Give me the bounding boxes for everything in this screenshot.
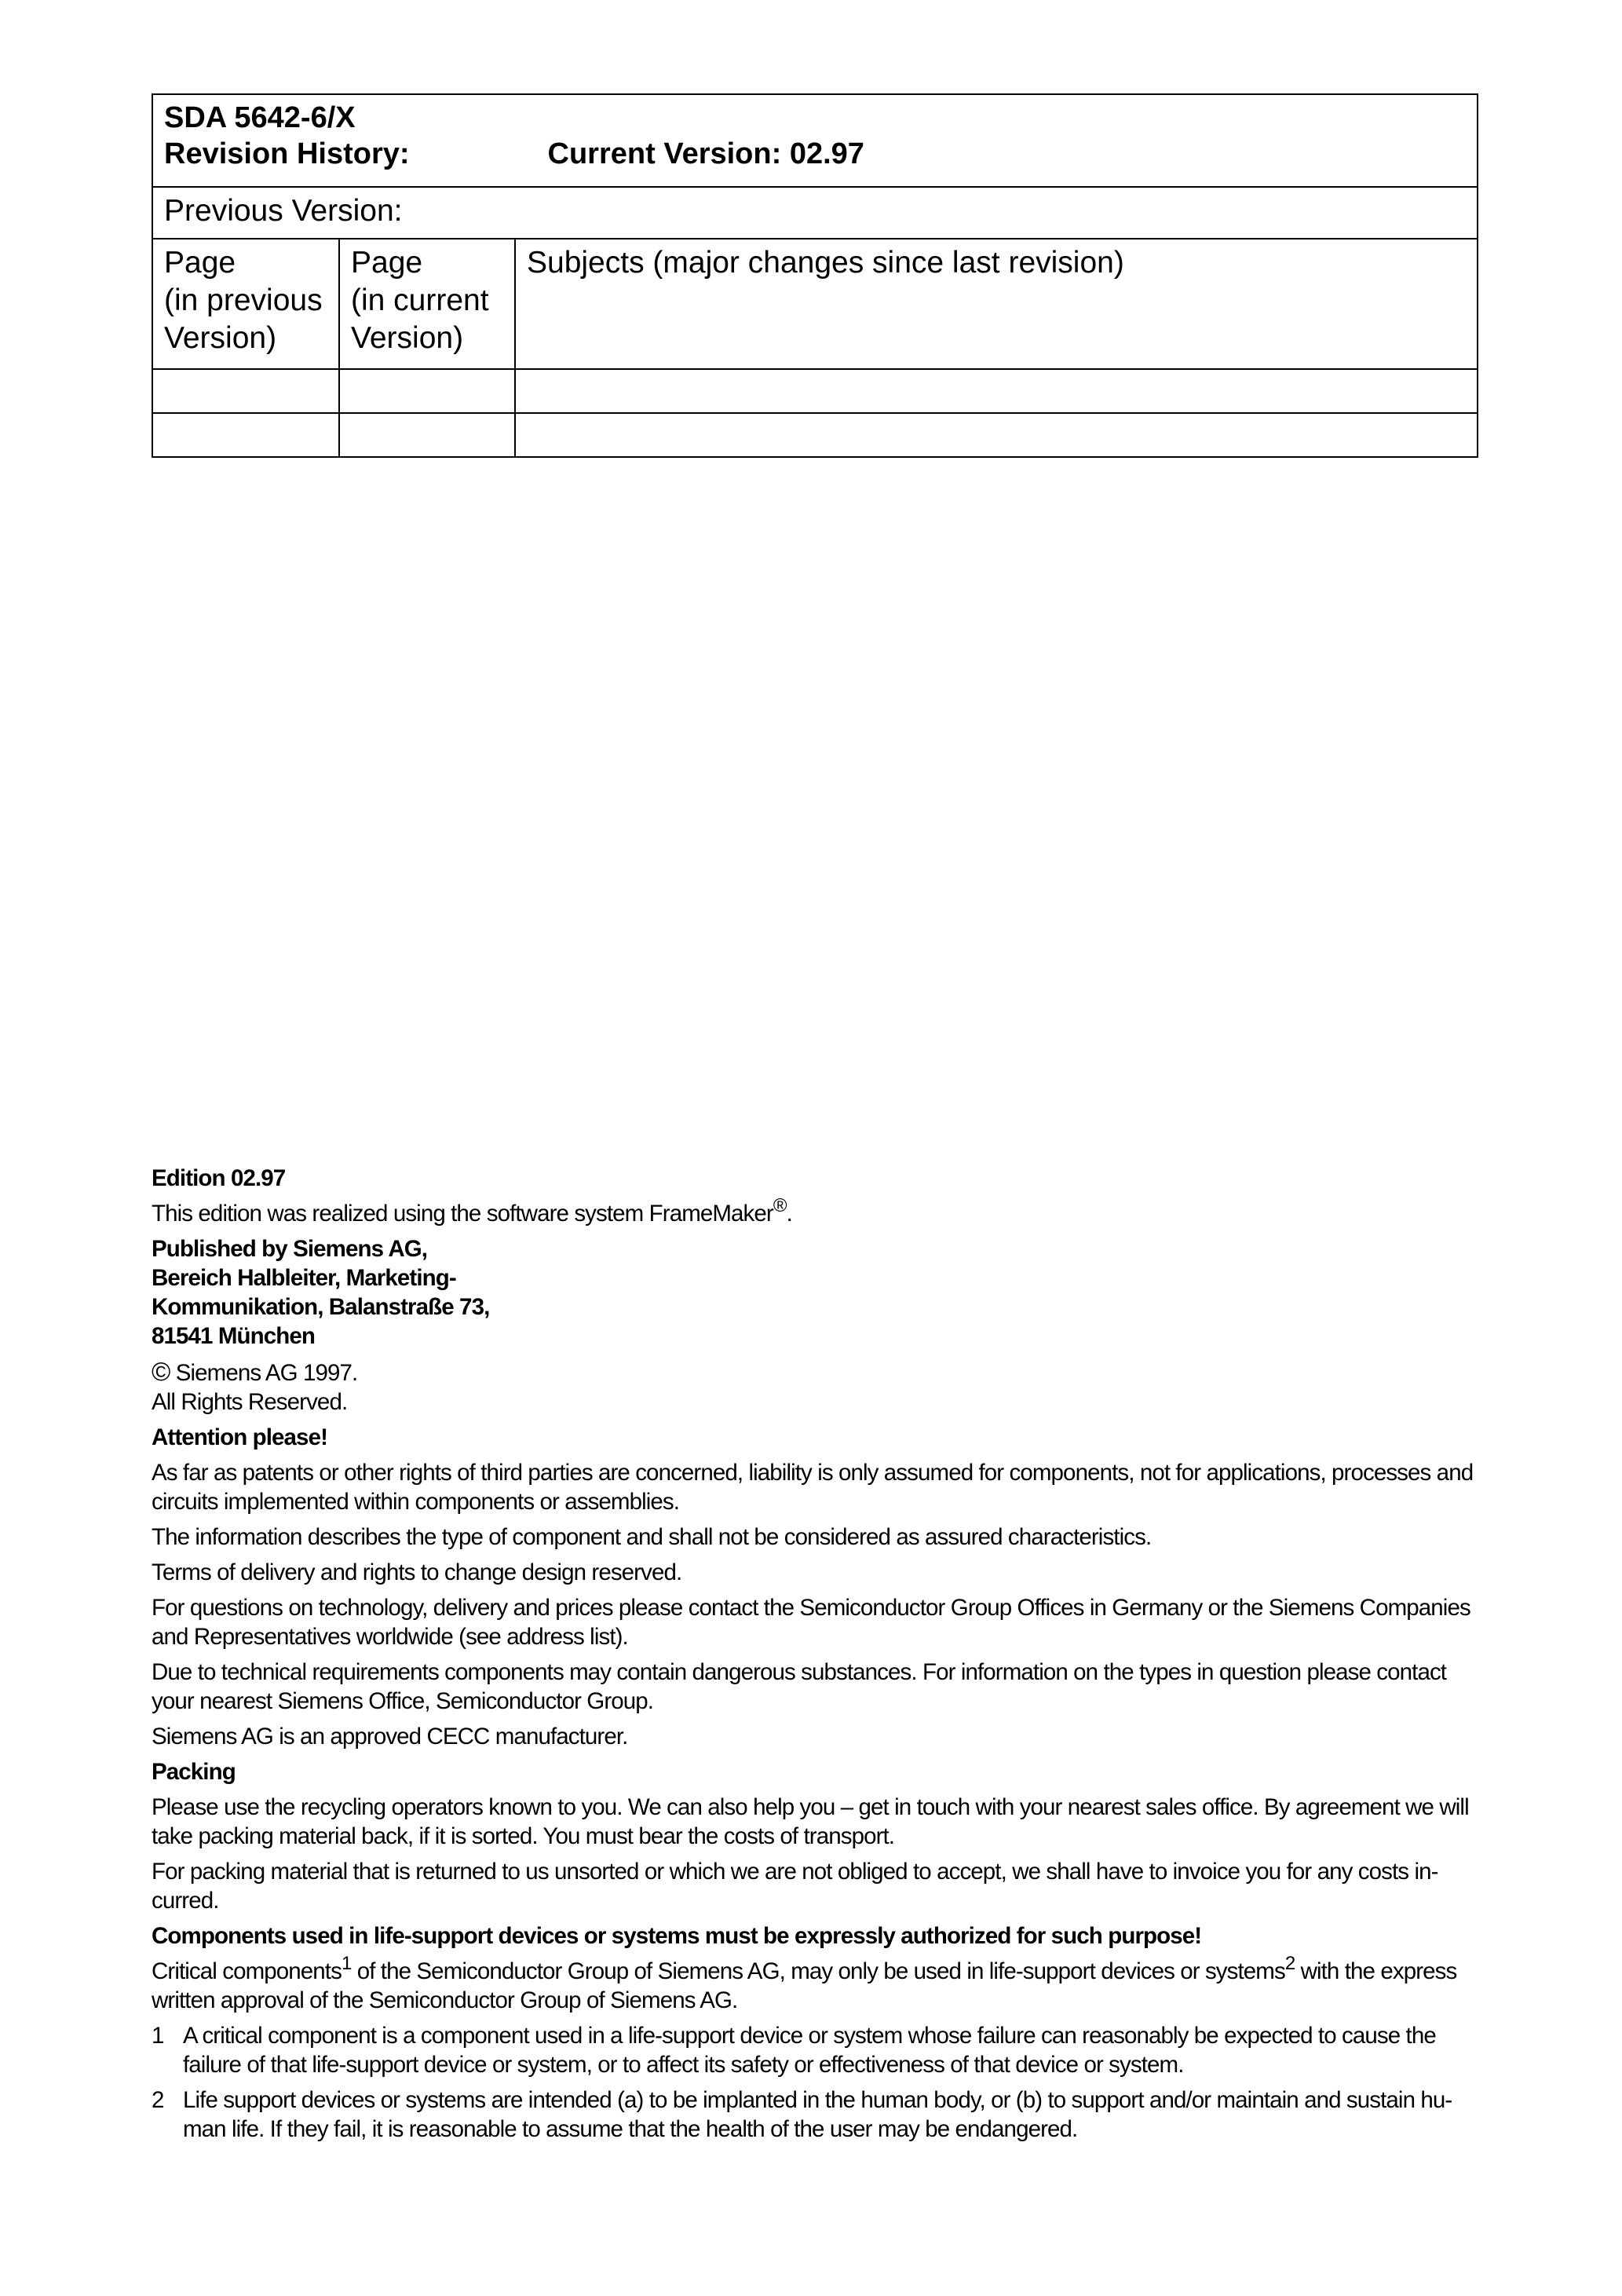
- registered-mark: ®: [773, 1195, 787, 1216]
- table-cell: [515, 413, 1478, 457]
- footnote-ref-1: 1: [341, 1953, 352, 1974]
- footnote-number: 1: [152, 2023, 164, 2049]
- col-header-previous-page: Page (in previous Version): [152, 239, 339, 369]
- attention-heading: Attention please!: [152, 1424, 327, 1450]
- col-header-subjects: Subjects (major changes since last revision): [515, 239, 1478, 369]
- imprint-section: [152, 1164, 1480, 2150]
- column-header-row: [152, 239, 1478, 369]
- rights-reserved: All Rights Reserved.: [152, 1389, 348, 1415]
- packing-paragraph: For packing material that is returned to us unsorted or which we are not obliged to accept, we shall have to invoice you for any costs in-curred.: [152, 1859, 1438, 1914]
- life-support-heading: Components used in life-support devices or systems must be expressly authorized for such purpose!: [152, 1923, 1202, 1949]
- table-cell: [515, 369, 1478, 413]
- attention-paragraph: For questions on technology, delivery and prices please contact the Semiconductor Group Offices in Germany or the Siemens Companies and Representatives worldwide (see address list).: [152, 1595, 1470, 1650]
- edition-label: Edition 02.97: [152, 1165, 286, 1191]
- revision-header-row: [152, 94, 1478, 187]
- table-cell: [152, 369, 339, 413]
- revision-history-label: Revision History:: [164, 137, 410, 170]
- revision-history-table: [152, 93, 1478, 458]
- document-id: SDA 5642-6/X: [164, 101, 356, 134]
- publisher-address: Published by Siemens AG, Bereich Halbleiter, Marketing- Kommunikation, Balanstraße 73, 81541 München: [152, 1236, 490, 1349]
- col-header-current-page: Page (in current Version): [339, 239, 515, 369]
- attention-paragraph: The information describes the type of component and shall not be considered as assured characteristics.: [152, 1524, 1152, 1550]
- packing-heading: Packing: [152, 1759, 236, 1785]
- table-cell: [152, 413, 339, 457]
- critical-components-paragraph: Critical components$^1$ of the Semiconductor Group of Siemens AG, may only be used in life-support devices or systems$^2$ with the express written approval of the Semiconductor Group of Siemens AG.: [152, 1953, 1457, 2013]
- previous-version-label: Previous Version:: [152, 187, 1478, 239]
- revision-header-cell: [152, 94, 1478, 187]
- table-cell: [339, 369, 515, 413]
- attention-paragraph: Siemens AG is an approved CECC manufacturer.: [152, 1724, 628, 1749]
- table-row: [152, 413, 1478, 457]
- copyright-notice: © Siemens AG 1997. All Rights Reserved.: [152, 1357, 358, 1415]
- footnote-text: Life support devices or systems are intended (a) to be implanted in the human body, or (b) to support and/or maintain and sustain hu-man life. If they fail, it is reasonable to assume that the health of the user may be endangered.: [183, 2087, 1452, 2142]
- attention-paragraph: As far as patents or other rights of third parties are concerned, liability is only assumed for components, not for applications, processes and circuits implemented within components or assemblies.: [152, 1460, 1474, 1515]
- previous-version-row: [152, 187, 1478, 239]
- copyright-symbol: ©: [152, 1357, 170, 1386]
- footnote-ref-2: 2: [1284, 1953, 1295, 1974]
- footnote: [152, 2086, 1480, 2144]
- current-version: Current Version: 02.97: [547, 137, 864, 170]
- table-cell: [339, 413, 515, 457]
- packing-paragraph: Please use the recycling operators known to you. We can also help you – get in touch with your nearest sales office. By agreement we will take packing material back, if it is sorted. You must bear the costs of transport.: [152, 1794, 1469, 1849]
- footnote: [152, 2021, 1480, 2079]
- footnote-number: 2: [152, 2087, 164, 2113]
- framemaker-note: This edition was realized using the software system FrameMaker®.: [152, 1195, 792, 1227]
- attention-paragraph: Terms of delivery and rights to change design reserved.: [152, 1559, 682, 1585]
- attention-paragraph: Due to technical requirements components may contain dangerous substances. For information on the types in question please contact your nearest Siemens Office, Semiconductor Group.: [152, 1659, 1447, 1714]
- table-row: [152, 369, 1478, 413]
- footnote-text: A critical component is a component used in a life-support device or system whose failure can reasonably be expected to cause the failure of that life-support device or system, or to affect its safety or effectiveness of that device or system.: [183, 2023, 1436, 2078]
